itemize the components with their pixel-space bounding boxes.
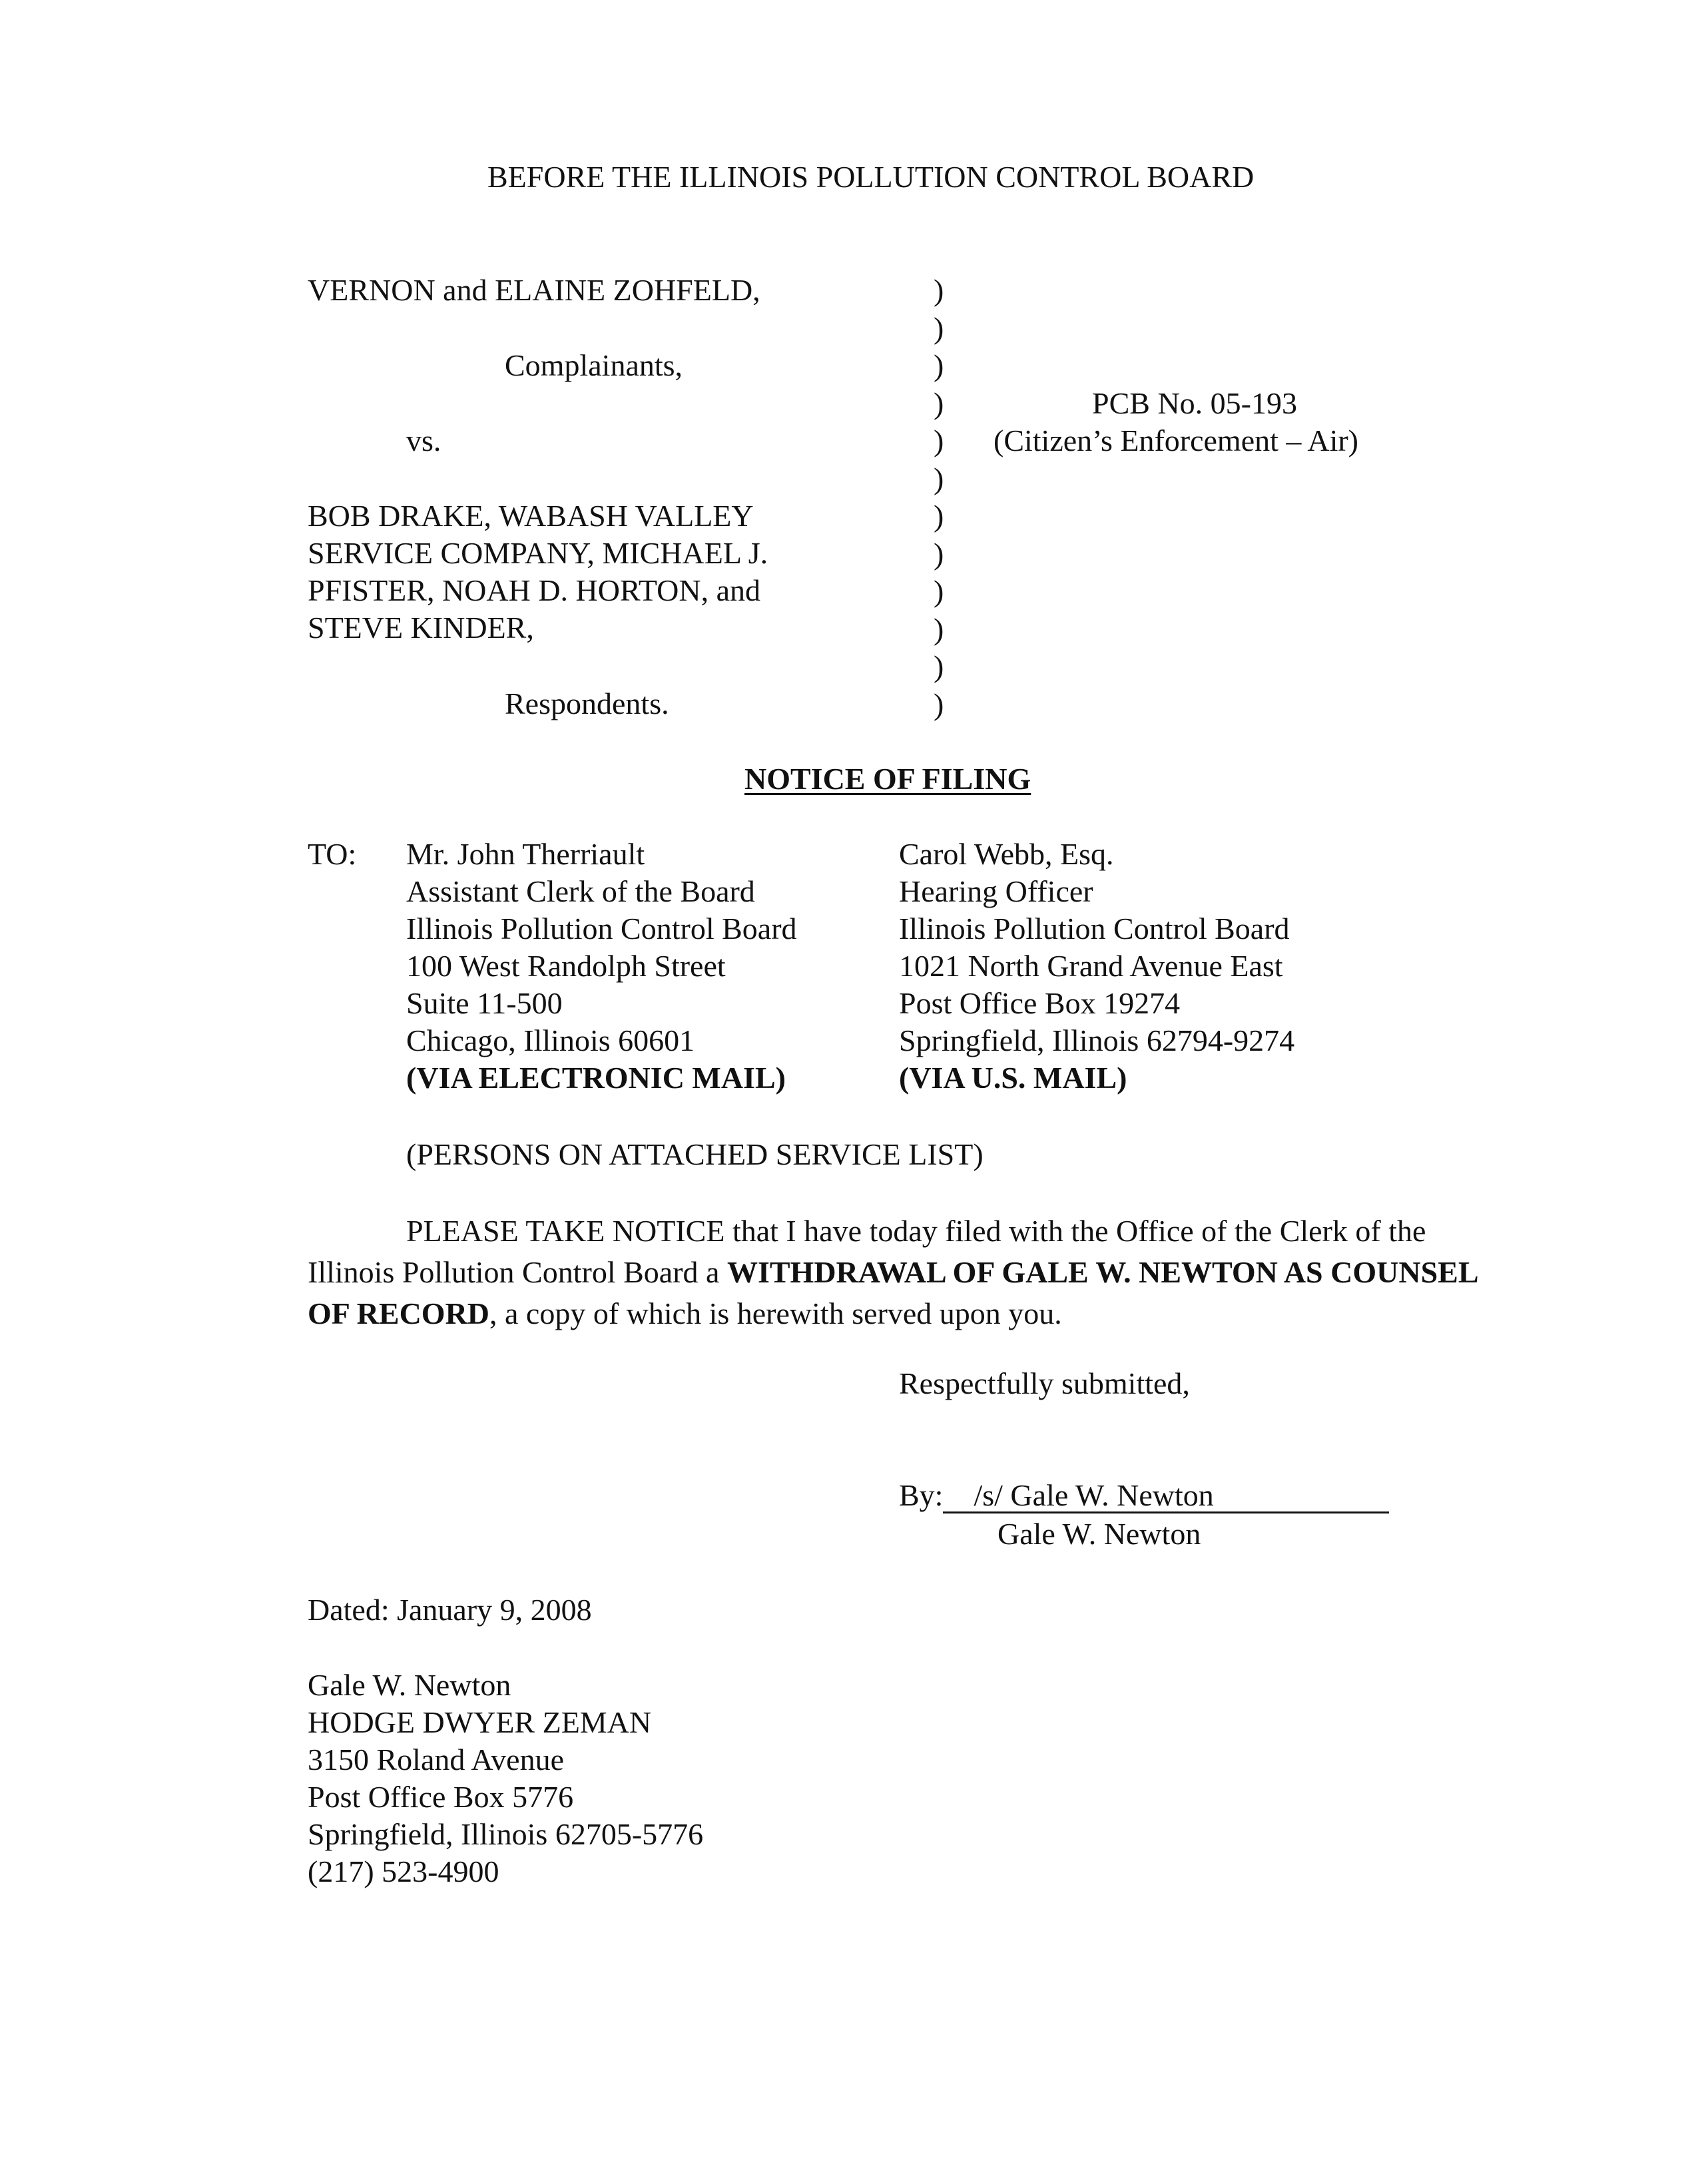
parenthesis: ) (934, 348, 944, 382)
parenthesis: ) (934, 423, 944, 457)
complainants-role: Complainants, (505, 348, 683, 382)
date-line: Dated: January 9, 2008 (308, 1593, 592, 1627)
service-list-note: (PERSONS ON ATTACHED SERVICE LIST) (406, 1137, 984, 1171)
recipient-clerk (406, 836, 797, 1097)
parenthesis: ) (934, 649, 944, 683)
notice-text: PLEASE TAKE NOTICE that I have today filed with the Office of the Clerk of the Illinois Pollution Control Board a (308, 1214, 1426, 1289)
parenthesis: ) (934, 386, 944, 420)
closing: Respectfully submitted, (899, 1366, 1190, 1400)
electronic-signature: /s/ Gale W. Newton (974, 1478, 1214, 1512)
respondents-names (308, 497, 768, 647)
parenthesis: ) (934, 686, 944, 721)
parenthesis: ) (934, 574, 944, 608)
attorney-block (308, 1667, 703, 1890)
recipient-line: 100 West Randolph Street (406, 949, 726, 983)
recipient-line: Carol Webb, Esq. (899, 837, 1114, 871)
to-label: TO: (308, 837, 357, 871)
recipient-line: Chicago, Illinois 60601 (406, 1023, 695, 1057)
attorney-line: Springfield, Illinois 62705-5776 (308, 1817, 704, 1851)
page-title: BEFORE THE ILLINOIS POLLUTION CONTROL BOARD (487, 160, 1255, 194)
filing-title: WITHDRAWAL OF GALE W. NEWTON AS COUNSEL OF RECORD (308, 1255, 1477, 1330)
recipient-line: Mr. John Therriault (406, 837, 645, 871)
signature-block (899, 1477, 1389, 1514)
attorney-line: Gale W. Newton (308, 1668, 511, 1702)
notice-heading: NOTICE OF FILING (744, 762, 1031, 796)
attorney-line: 3150 Roland Avenue (308, 1743, 564, 1776)
respondents-line: PFISTER, NOAH D. HORTON, and (308, 573, 761, 607)
delivery-method: (VIA ELECTRONIC MAIL) (406, 1061, 786, 1095)
respondents-role: Respondents. (505, 686, 669, 720)
attorney-line: Post Office Box 5776 (308, 1780, 574, 1814)
recipient-line: 1021 North Grand Avenue East (899, 949, 1283, 983)
respondents-line: BOB DRAKE, WABASH VALLEY (308, 499, 754, 533)
versus-label: vs. (406, 423, 441, 457)
recipient-line: Hearing Officer (899, 874, 1093, 908)
parenthesis: ) (934, 536, 944, 571)
attorney-line: HODGE DWYER ZEMAN (308, 1705, 652, 1739)
signer-name: Gale W. Newton (997, 1517, 1201, 1551)
delivery-method: (VIA U.S. MAIL) (899, 1061, 1127, 1095)
complainants-name: VERNON and ELAINE ZOHFELD, (308, 273, 760, 307)
parenthesis: ) (934, 310, 944, 345)
recipient-line: Illinois Pollution Control Board (899, 912, 1290, 946)
recipient-line: Illinois Pollution Control Board (406, 912, 797, 946)
parenthesis: ) (934, 461, 944, 495)
recipient-hearing-officer (899, 836, 1294, 1097)
respondents-line: SERVICE COMPANY, MICHAEL J. (308, 536, 768, 570)
caption-parenthesis-column (934, 272, 944, 723)
recipient-line: Suite 11-500 (406, 986, 563, 1020)
notice-text-end: , a copy of which is herewith served upon you. (489, 1296, 1062, 1330)
parenthesis: ) (934, 611, 944, 646)
recipient-line: Assistant Clerk of the Board (406, 874, 755, 908)
respondents-line: STEVE KINDER, (308, 611, 534, 645)
by-label: By: (899, 1478, 944, 1512)
case-type: (Citizen’s Enforcement – Air) (993, 423, 1359, 457)
parenthesis: ) (934, 273, 944, 307)
case-number: PCB No. 05-193 (1092, 386, 1297, 420)
parenthesis: ) (934, 499, 944, 533)
attorney-line: (217) 523-4900 (308, 1854, 499, 1888)
recipient-line: Post Office Box 19274 (899, 986, 1181, 1020)
notice-paragraph (308, 1211, 1480, 1334)
signature-line (943, 1480, 1389, 1513)
recipient-line: Springfield, Illinois 62794-9274 (899, 1023, 1295, 1057)
